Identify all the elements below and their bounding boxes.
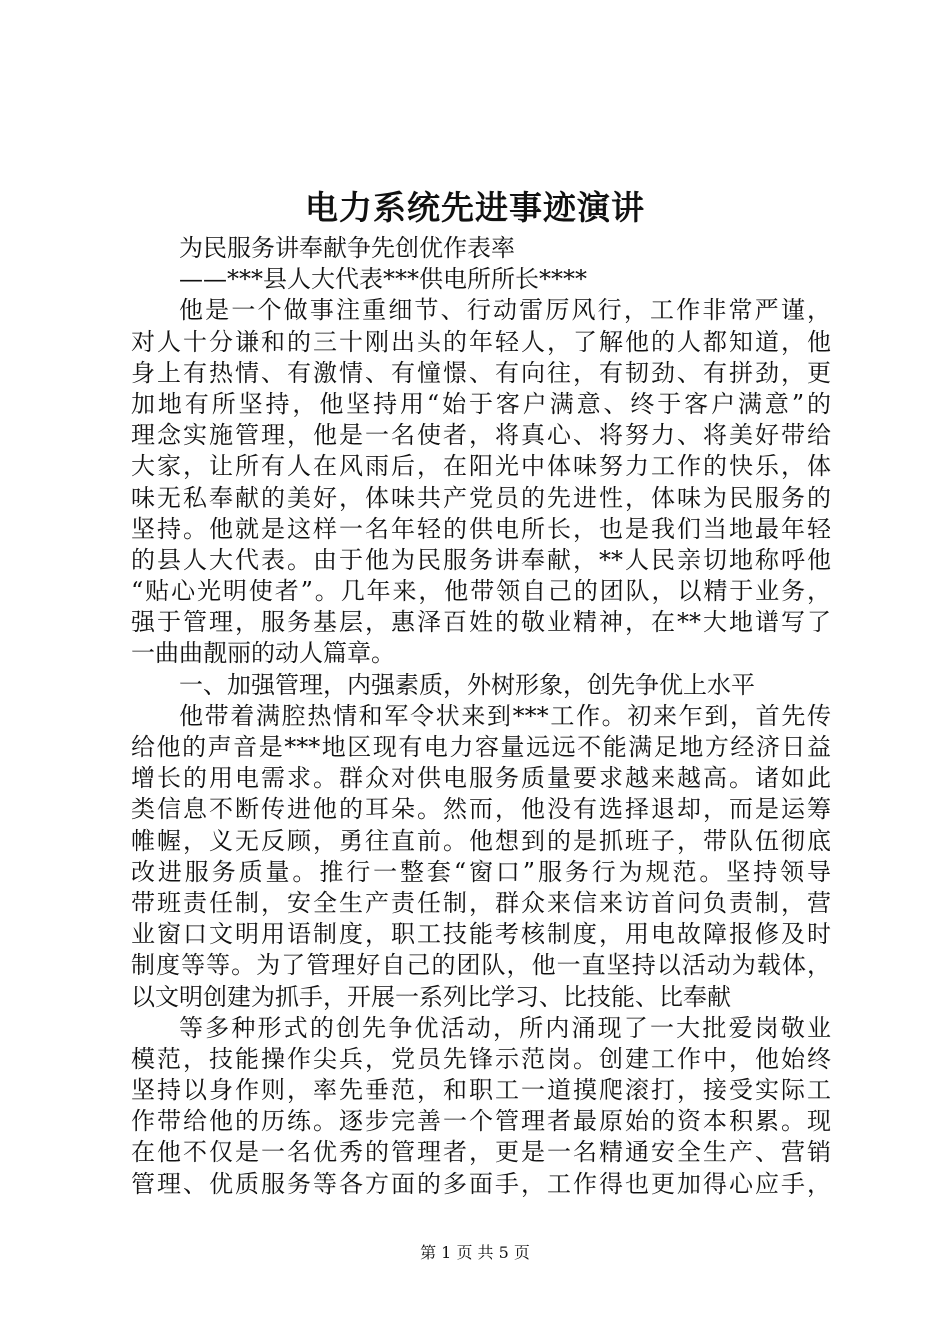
page-title: 电力系统先进事迹演讲 <box>305 188 645 227</box>
text-line: 类信息不断传进他的耳朵。然而，他没有选择退却，而是运筹 <box>131 795 831 824</box>
text-line: 帷幄，义无反顾，勇往直前。他想到的是抓班子，带队伍彻底 <box>131 826 831 855</box>
text-line: 加地有所坚持，他坚持用“始于客户满意、终于客户满意”的 <box>131 389 831 418</box>
text-line: 带班责任制，安全生产责任制，群众来信来访首问负责制，营 <box>131 888 831 917</box>
text-line: 大家，让所有人在风雨后，在阳光中体味努力工作的快乐，体 <box>131 452 831 481</box>
text-line: 的县人大代表。由于他为民服务讲奉献，**人民亲切地称呼他 <box>131 545 831 574</box>
text-line: 制度等等。为了管理好自己的团队，他一直坚持以活动为载体， <box>131 951 831 980</box>
text-line: “贴心光明使者”。几年来，他带领自己的团队，以精于业务， <box>131 577 831 606</box>
text-line: 味无私奉献的美好，体味共产党员的先进性，体味为民服务的 <box>131 483 831 512</box>
text-line: 坚持以身作则，率先垂范，和职工一道摸爬滚打，接受实际工 <box>131 1076 831 1105</box>
text-line: 他带着满腔热情和军令状来到***工作。初来乍到，首先传 <box>179 701 831 730</box>
text-line: 对人十分谦和的三十刚出头的年轻人，了解他的人都知道，他 <box>131 327 831 356</box>
text-line: 一、加强管理，内强素质，外树形象，创先争优上水平 <box>179 670 755 699</box>
text-line: 理念实施管理，他是一名使者，将真心、将努力、将美好带给 <box>131 421 831 450</box>
text-line: 一曲曲靓丽的动人篇章。 <box>131 639 395 668</box>
text-line: 给他的声音是***地区现有电力容量远远不能满足地方经济日益 <box>131 733 831 761</box>
text-line: 他是一个做事注重细节、行动雷厉风行，工作非常严谨， <box>179 296 831 325</box>
text-line: 以文明创建为抓手，开展一系列比学习、比技能、比奉献 <box>131 982 731 1011</box>
text-line: 作带给他的历练。逐步完善一个管理者最原始的资本积累。现 <box>131 1107 831 1136</box>
document-body <box>131 233 831 1200</box>
text-line: 强于管理，服务基层，惠泽百姓的敬业精神，在**大地谱写了 <box>131 608 831 637</box>
text-line: 为民服务讲奉献争先创优作表率 <box>179 234 515 262</box>
text-line: 在他不仅是一名优秀的管理者，更是一名精通安全生产、营销 <box>131 1138 831 1167</box>
text-line: ——***县人大代表***供电所所长**** <box>179 265 587 294</box>
page-footer: 第 1 页 共 5 页 <box>420 1243 530 1262</box>
text-line: 坚持。他就是这样一名年轻的供电所长，也是我们当地最年轻 <box>131 514 831 543</box>
text-line: 等多种形式的创先争优活动，所内涌现了一大批爱岗敬业 <box>179 1013 831 1042</box>
text-line: 业窗口文明用语制度，职工技能考核制度，用电故障报修及时 <box>131 920 831 949</box>
text-line: 管理、优质服务等各方面的多面手，工作得也更加得心应手， <box>131 1169 831 1198</box>
text-line: 改进服务质量。推行一整套“窗口”服务行为规范。坚持领导 <box>131 857 831 886</box>
text-line: 增长的用电需求。群众对供电服务质量要求越来越高。诸如此 <box>131 764 831 793</box>
text-line: 模范，技能操作尖兵，党员先锋示范岗。创建工作中，他始终 <box>131 1044 831 1073</box>
text-line: 身上有热情、有激情、有憧憬、有向往，有韧劲、有拼劲，更 <box>131 358 831 387</box>
